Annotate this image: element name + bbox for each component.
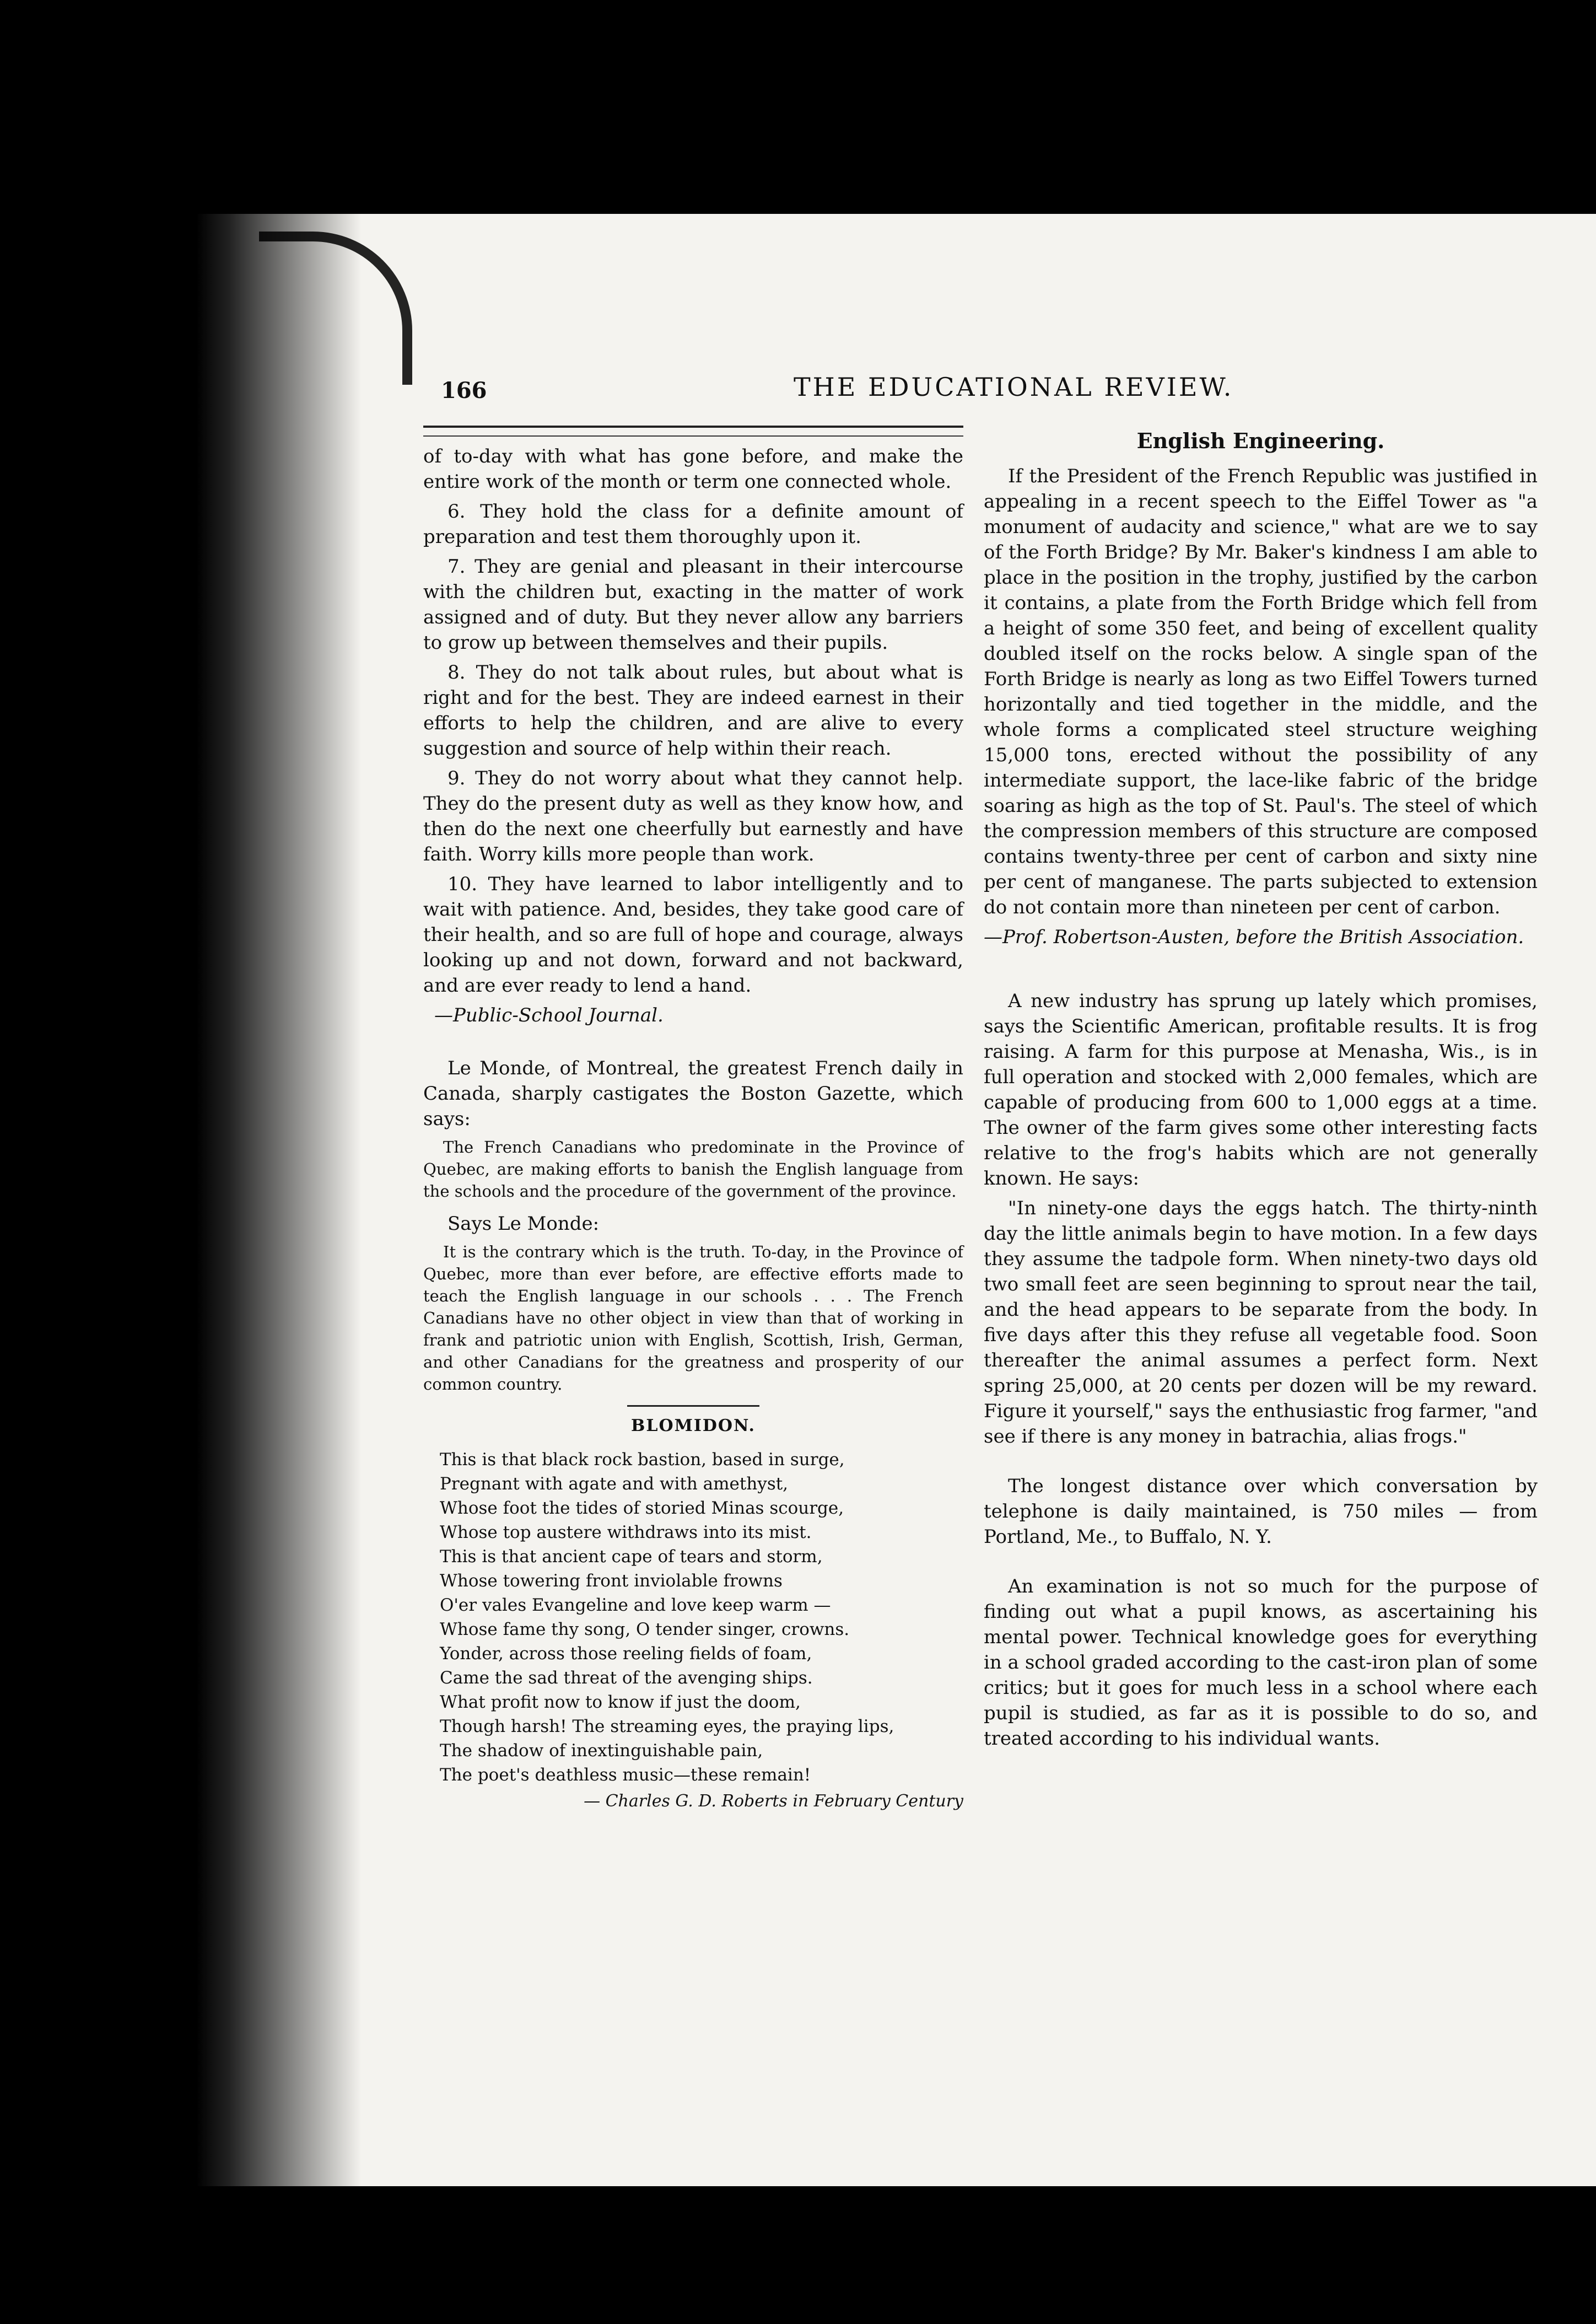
paragraph-item-7: 7. They are genial and pleasant in their intercourse with the children but, exacting in the matter of work assigned and of duty. But they never allow any barriers to grow up between themselves and their pupils. [423, 556, 963, 654]
source-signature: —Public-School Journal. [434, 1004, 664, 1026]
paragraph-item-6: 6. They hold the class for a definite amount of preparation and test them thoroughly upon it. [423, 501, 963, 548]
le-monde-quote-text: It is the contrary which is the truth. To-day, in the Province of Quebec, more than ever before, are effective efforts made to teach the English language in our schools . . . The French Canadians have no other object in view than that of working in frank and patriotic union with English, Scottish, Irish, German, and other Canadians for the greatness and prosperity of our common country. [423, 1242, 963, 1394]
section-heading-engineering: English Engineering. [1136, 428, 1385, 453]
frog-quote-paragraph: "In ninety-one days the eggs hatch. The thirty-ninth day the little animals begin to have motion. In a few days they assume the tadpole form. When ninety-two days old two small feet are seen beginning to sprout near the tail, and the head appears to be separate from the body. In five days after this they refuse all vegetable food. Soon thereafter the animal assumes a perfect form. Next spring 25,000, at 20 cents per dozen will be my reward. Figure it yourself," says the enthusiastic frog farmer, "and see if there is any money in batrachia, alias frogs." [984, 1197, 1538, 1448]
page-binding-shadow [196, 214, 362, 2186]
poem-line: Pregnant with agate and with amethyst, [440, 1474, 789, 1494]
poem-line: Yonder, across those reeling fields of foam, [440, 1644, 812, 1664]
poem-line: Whose fame thy song, O tender singer, crowns. [440, 1620, 850, 1639]
poem-body [423, 1448, 963, 1814]
poem-line: Whose towering front inviolable frowns [440, 1571, 783, 1591]
poem-line: O'er vales Evangeline and love keep warm — [440, 1595, 831, 1615]
telephone-paragraph: The longest distance over which conversation by telephone is daily maintained, is 750 miles — from Portland, Me., to Buffalo, N. Y. [984, 1475, 1538, 1548]
poem-line: The poet's deathless music—these remain! [440, 1765, 811, 1785]
gazette-quote [423, 1136, 963, 1202]
poem-line: What profit now to know if just the doom, [440, 1692, 801, 1712]
poem-line: This is that black rock bastion, based in surge, [440, 1450, 845, 1470]
le-monde-quote [423, 1241, 963, 1395]
paragraph-item-8: 8. They do not talk about rules, but about what is right and for the best. They are indeed earnest in their efforts to help the children, and are alive to every suggestion and source of help within their reach. [423, 661, 963, 760]
poem-title: BLOMIDON. [631, 1416, 756, 1435]
right-column [984, 427, 1538, 1756]
engineering-signature: —Prof. Robertson-Austen, before the British Association. [984, 926, 1524, 948]
header-rule-thin [423, 435, 963, 437]
poem-line: Whose foot the tides of storied Minas scourge, [440, 1498, 844, 1518]
paragraph-item-9: 9. They do not worry about what they cannot help. They do the present duty as well as they know how, and then do the next one cheerfully but earnestly and have faith. Worry kills more people than work. [423, 767, 963, 865]
frog-intro-paragraph: A new industry has sprung up lately which promises, says the Scientific American, profitable results. It is frog raising. A farm for this purpose at Menasha, Wis., is in full operation and stocked with 2,000 females, which are capable of producing from 600 to 1,000 eggs at a time. The owner of the farm gives some other interesting facts relative to the frog's habits which are not generally known. He says: [984, 990, 1538, 1190]
page-header [424, 367, 1532, 405]
paragraph-continuation: of to-day with what has gone before, and make the entire work of the month or term one connected whole. [423, 445, 963, 493]
running-title: THE EDUCATIONAL REVIEW. [794, 372, 1234, 402]
poem-line: Came the sad threat of the avenging ships. [440, 1668, 813, 1688]
examination-paragraph: An examination is not so much for the purpose of finding out what a pupil knows, as ascertaining his mental power. Technical knowledge goes for everything in a school graded according to the cast-iron plan of some critics; but it goes for much less in a school where each pupil is studied, as far as it is possible to do so, and treated according to his individual wants. [984, 1575, 1538, 1750]
section-divider [627, 1405, 759, 1407]
page-number: 166 [441, 378, 487, 404]
left-column [423, 444, 963, 1814]
gazette-quote-text: The French Canadians who predominate in the Province of Quebec, are making efforts to banish the English language from the schools and the procedure of the government of the province. [423, 1138, 963, 1201]
poem-line: This is that ancient cape of tears and storm, [440, 1547, 823, 1567]
poem-line: The shadow of inextinguishable pain, [440, 1741, 763, 1761]
engineering-paragraph: If the President of the French Republic was justified in appealing in a recent speech to the Eiffel Tower as "a monument of audacity and science," what are we to say of the Forth Bridge? By Mr. Baker's kindness I am able to place in the position in the trophy, justified by the carbon it contains, a plate from the Forth Bridge which fell from a height of some 350 feet, and being of excellent quality doubled itself on the rocks below. A single span of the Forth Bridge is nearly as long as two Eiffel Towers turned horizontally and tied together in the middle, and the whole forms a complicated steel structure weighing 15,000 tons, erected without the possibility of any intermediate support, the lace-like fabric of the bridge soaring as high as the top of St. Paul's. The steel of which the compression members of this structure are composed contains twenty-three per cent of carbon and sixty nine per cent of manganese. The parts subjected to extension do not contain more than nineteen per cent of carbon. [984, 465, 1538, 918]
header-rule [423, 426, 963, 428]
poem-line: Though harsh! The streaming eyes, the praying lips, [440, 1717, 894, 1736]
paragraph-item-10: 10. They have learned to labor intelligently and to wait with patience. And, besides, they take good care of their health, and so are full of hope and courage, always looking up and not down, forward and not backward, and are ever ready to lend a hand. [423, 873, 963, 997]
poem-signature: — Charles G. D. Roberts in February Century [584, 1792, 963, 1811]
le-monde-intro: Le Monde, of Montreal, the greatest French daily in Canada, sharply castigates the Boston Gazette, which says: [423, 1057, 963, 1130]
poem-line: Whose top austere withdraws into its mist. [440, 1523, 812, 1542]
says-le-monde: Says Le Monde: [447, 1213, 600, 1235]
